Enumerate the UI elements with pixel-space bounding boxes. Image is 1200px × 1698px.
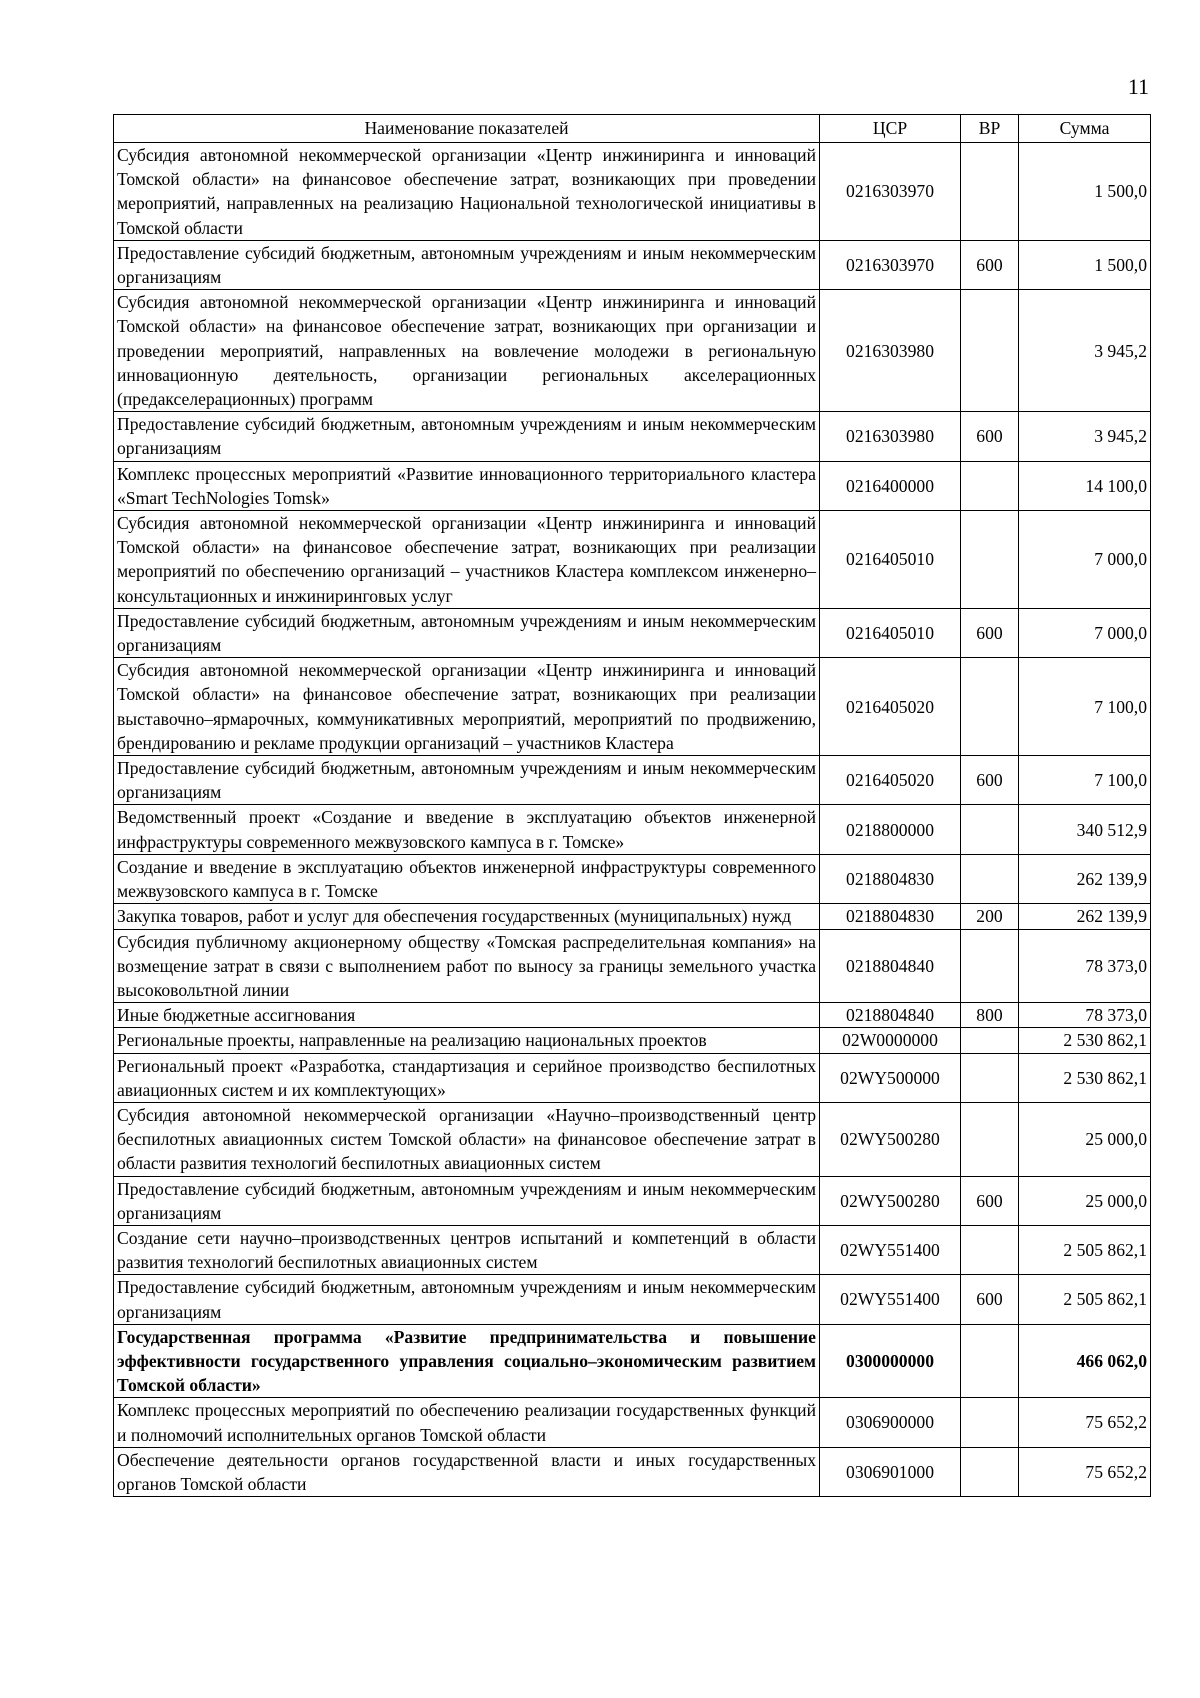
row-vr-cell xyxy=(961,1398,1019,1447)
row-csr-cell: 0218800000 xyxy=(820,805,961,854)
table-row xyxy=(114,658,1151,756)
row-vr-cell: 600 xyxy=(961,608,1019,657)
row-sum-cell: 75 652,2 xyxy=(1019,1398,1151,1447)
row-sum-cell: 7 100,0 xyxy=(1019,756,1151,805)
row-csr-cell: 0306901000 xyxy=(820,1447,961,1496)
row-sum-cell: 3 945,2 xyxy=(1019,290,1151,412)
row-vr-cell xyxy=(961,1102,1019,1176)
page-number: 11 xyxy=(1127,74,1149,99)
budget-table xyxy=(113,114,1151,1497)
row-sum-cell: 2 505 862,1 xyxy=(1019,1225,1151,1274)
row-name-cell: Субсидия автономной некоммерческой организации «Центр инжиниринга и инноваций Томской области» на финансовое обеспечение затрат, возникающих при организации и проведении мероприятий, направленных на вовлечение молодежи в региональную инновационную деятельность, организации региональных акселерационных (предакселерационных) программ xyxy=(114,290,820,412)
row-csr-cell: 0218804840 xyxy=(820,929,961,1003)
row-sum-cell: 466 062,0 xyxy=(1019,1324,1151,1398)
row-vr-cell xyxy=(961,929,1019,1003)
table-row xyxy=(114,1275,1151,1324)
table-header-row xyxy=(114,115,1151,143)
row-csr-cell: 0218804830 xyxy=(820,854,961,903)
row-vr-cell: 600 xyxy=(961,1275,1019,1324)
row-sum-cell: 340 512,9 xyxy=(1019,805,1151,854)
table-row xyxy=(114,1447,1151,1496)
row-vr-cell xyxy=(961,854,1019,903)
row-vr-cell xyxy=(961,1053,1019,1102)
row-name-cell: Предоставление субсидий бюджетным, автономным учреждениям и иным некоммерческим организациям xyxy=(114,412,820,461)
row-csr-cell: 0300000000 xyxy=(820,1324,961,1398)
row-sum-cell: 7 000,0 xyxy=(1019,511,1151,609)
row-vr-cell: 600 xyxy=(961,756,1019,805)
row-vr-cell xyxy=(961,290,1019,412)
table-row xyxy=(114,1225,1151,1274)
row-csr-cell: 0216303980 xyxy=(820,290,961,412)
row-csr-cell: 0218804840 xyxy=(820,1003,961,1028)
row-vr-cell: 600 xyxy=(961,1176,1019,1225)
row-name-cell: Создание и введение в эксплуатацию объектов инженерной инфраструктуры современного межвузовского кампуса в г. Томске xyxy=(114,854,820,903)
row-sum-cell: 78 373,0 xyxy=(1019,1003,1151,1028)
row-csr-cell: 02W0000000 xyxy=(820,1028,961,1053)
table-row xyxy=(114,143,1151,241)
row-sum-cell: 7 100,0 xyxy=(1019,658,1151,756)
table-row xyxy=(114,240,1151,289)
row-name-cell: Предоставление субсидий бюджетным, автономным учреждениям и иным некоммерческим организациям xyxy=(114,1275,820,1324)
table-row xyxy=(114,1003,1151,1028)
row-vr-cell: 600 xyxy=(961,412,1019,461)
table-row xyxy=(114,1102,1151,1176)
row-csr-cell: 0216303980 xyxy=(820,412,961,461)
row-vr-cell xyxy=(961,658,1019,756)
header-name: Наименование показателей xyxy=(114,115,820,143)
row-name-cell: Субсидия публичному акционерному обществу «Томская распределительная компания» на возмещение затрат в связи с выполнением работ по выносу за границы земельного участка высоковольтной линии xyxy=(114,929,820,1003)
table-row xyxy=(114,854,1151,903)
row-name-cell: Предоставление субсидий бюджетным, автономным учреждениям и иным некоммерческим организациям xyxy=(114,608,820,657)
row-csr-cell: 02WY500280 xyxy=(820,1102,961,1176)
row-name-cell: Обеспечение деятельности органов государственной власти и иных государственных органов Томской области xyxy=(114,1447,820,1496)
table-row xyxy=(114,511,1151,609)
header-sum: Сумма xyxy=(1019,115,1151,143)
row-vr-cell: 600 xyxy=(961,240,1019,289)
row-csr-cell: 0216303970 xyxy=(820,240,961,289)
row-sum-cell: 75 652,2 xyxy=(1019,1447,1151,1496)
row-name-cell: Субсидия автономной некоммерческой организации «Центр инжиниринга и инноваций Томской области» на финансовое обеспечение затрат, возникающих при реализации мероприятий по обеспечению организаций – участников Кластера комплексом инженерно–консультационных и инжиниринговых услуг xyxy=(114,511,820,609)
row-csr-cell: 02WY551400 xyxy=(820,1275,961,1324)
table-row xyxy=(114,1028,1151,1053)
row-sum-cell: 25 000,0 xyxy=(1019,1102,1151,1176)
header-vr: ВР xyxy=(961,115,1019,143)
row-sum-cell: 3 945,2 xyxy=(1019,412,1151,461)
table-row xyxy=(114,608,1151,657)
row-vr-cell xyxy=(961,1447,1019,1496)
row-csr-cell: 0216405010 xyxy=(820,511,961,609)
row-csr-cell: 0216405010 xyxy=(820,608,961,657)
row-name-cell: Государственная программа «Развитие предпринимательства и повышение эффективности государственного управления социально–экономическим развитием Томской области» xyxy=(114,1324,820,1398)
row-name-cell: Ведомственный проект «Создание и введение в эксплуатацию объектов инженерной инфраструктуры современного межвузовского кампуса в г. Томске» xyxy=(114,805,820,854)
row-sum-cell: 7 000,0 xyxy=(1019,608,1151,657)
header-csr: ЦСР xyxy=(820,115,961,143)
row-name-cell: Предоставление субсидий бюджетным, автономным учреждениям и иным некоммерческим организациям xyxy=(114,240,820,289)
row-vr-cell: 200 xyxy=(961,904,1019,929)
table-row xyxy=(114,756,1151,805)
table-row xyxy=(114,805,1151,854)
row-csr-cell: 02WY551400 xyxy=(820,1225,961,1274)
table-row xyxy=(114,1324,1151,1398)
table-row xyxy=(114,929,1151,1003)
row-sum-cell: 2 530 862,1 xyxy=(1019,1053,1151,1102)
row-csr-cell: 0218804830 xyxy=(820,904,961,929)
table-row xyxy=(114,1398,1151,1447)
table-row xyxy=(114,1176,1151,1225)
table-row xyxy=(114,904,1151,929)
row-csr-cell: 0216400000 xyxy=(820,461,961,510)
row-vr-cell xyxy=(961,1225,1019,1274)
row-vr-cell xyxy=(961,1028,1019,1053)
row-name-cell: Региональный проект «Разработка, стандартизация и серийное производство беспилотных авиационных систем и их комплектующих» xyxy=(114,1053,820,1102)
row-name-cell: Субсидия автономной некоммерческой организации «Центр инжиниринга и инноваций Томской области» на финансовое обеспечение затрат, возникающих при проведении мероприятий, направленных на реализацию Национальной технологической инициативы в Томской области xyxy=(114,143,820,241)
row-sum-cell: 25 000,0 xyxy=(1019,1176,1151,1225)
row-name-cell: Субсидия автономной некоммерческой организации «Центр инжиниринга и инноваций Томской области» на финансовое обеспечение затрат, возникающих при реализации выставочно–ярмарочных, коммуникативных мероприятий, мероприятий по продвижению, брендированию и рекламе продукции организаций – участников Кластера xyxy=(114,658,820,756)
row-csr-cell: 0306900000 xyxy=(820,1398,961,1447)
row-sum-cell: 14 100,0 xyxy=(1019,461,1151,510)
row-name-cell: Региональные проекты, направленные на реализацию национальных проектов xyxy=(114,1028,820,1053)
row-csr-cell: 0216405020 xyxy=(820,756,961,805)
row-name-cell: Предоставление субсидий бюджетным, автономным учреждениям и иным некоммерческим организациям xyxy=(114,1176,820,1225)
row-name-cell: Иные бюджетные ассигнования xyxy=(114,1003,820,1028)
row-sum-cell: 1 500,0 xyxy=(1019,240,1151,289)
row-csr-cell: 0216405020 xyxy=(820,658,961,756)
row-name-cell: Создание сети научно–производственных центров испытаний и компетенций в области развития технологий беспилотных авиационных систем xyxy=(114,1225,820,1274)
row-sum-cell: 78 373,0 xyxy=(1019,929,1151,1003)
row-csr-cell: 0216303970 xyxy=(820,143,961,241)
row-name-cell: Комплекс процессных мероприятий «Развитие инновационного территориального кластера «Smart TechNologies Tomsk» xyxy=(114,461,820,510)
table-row xyxy=(114,290,1151,412)
row-vr-cell: 800 xyxy=(961,1003,1019,1028)
row-vr-cell xyxy=(961,461,1019,510)
row-vr-cell xyxy=(961,143,1019,241)
row-name-cell: Предоставление субсидий бюджетным, автономным учреждениям и иным некоммерческим организациям xyxy=(114,756,820,805)
table-body xyxy=(114,143,1151,1497)
row-csr-cell: 02WY500000 xyxy=(820,1053,961,1102)
row-sum-cell: 262 139,9 xyxy=(1019,854,1151,903)
table-row xyxy=(114,461,1151,510)
row-vr-cell xyxy=(961,1324,1019,1398)
row-name-cell: Закупка товаров, работ и услуг для обеспечения государственных (муниципальных) нужд xyxy=(114,904,820,929)
row-vr-cell xyxy=(961,805,1019,854)
table-row xyxy=(114,1053,1151,1102)
row-name-cell: Комплекс процессных мероприятий по обеспечению реализации государственных функций и полномочий исполнительных органов Томской области xyxy=(114,1398,820,1447)
row-vr-cell xyxy=(961,511,1019,609)
table-row xyxy=(114,412,1151,461)
row-csr-cell: 02WY500280 xyxy=(820,1176,961,1225)
row-name-cell: Субсидия автономной некоммерческой организации «Научно–производственный центр беспилотных авиационных систем Томской области» на финансовое обеспечение затрат в области развития технологий беспилотных авиационных систем xyxy=(114,1102,820,1176)
row-sum-cell: 262 139,9 xyxy=(1019,904,1151,929)
row-sum-cell: 1 500,0 xyxy=(1019,143,1151,241)
row-sum-cell: 2 530 862,1 xyxy=(1019,1028,1151,1053)
row-sum-cell: 2 505 862,1 xyxy=(1019,1275,1151,1324)
